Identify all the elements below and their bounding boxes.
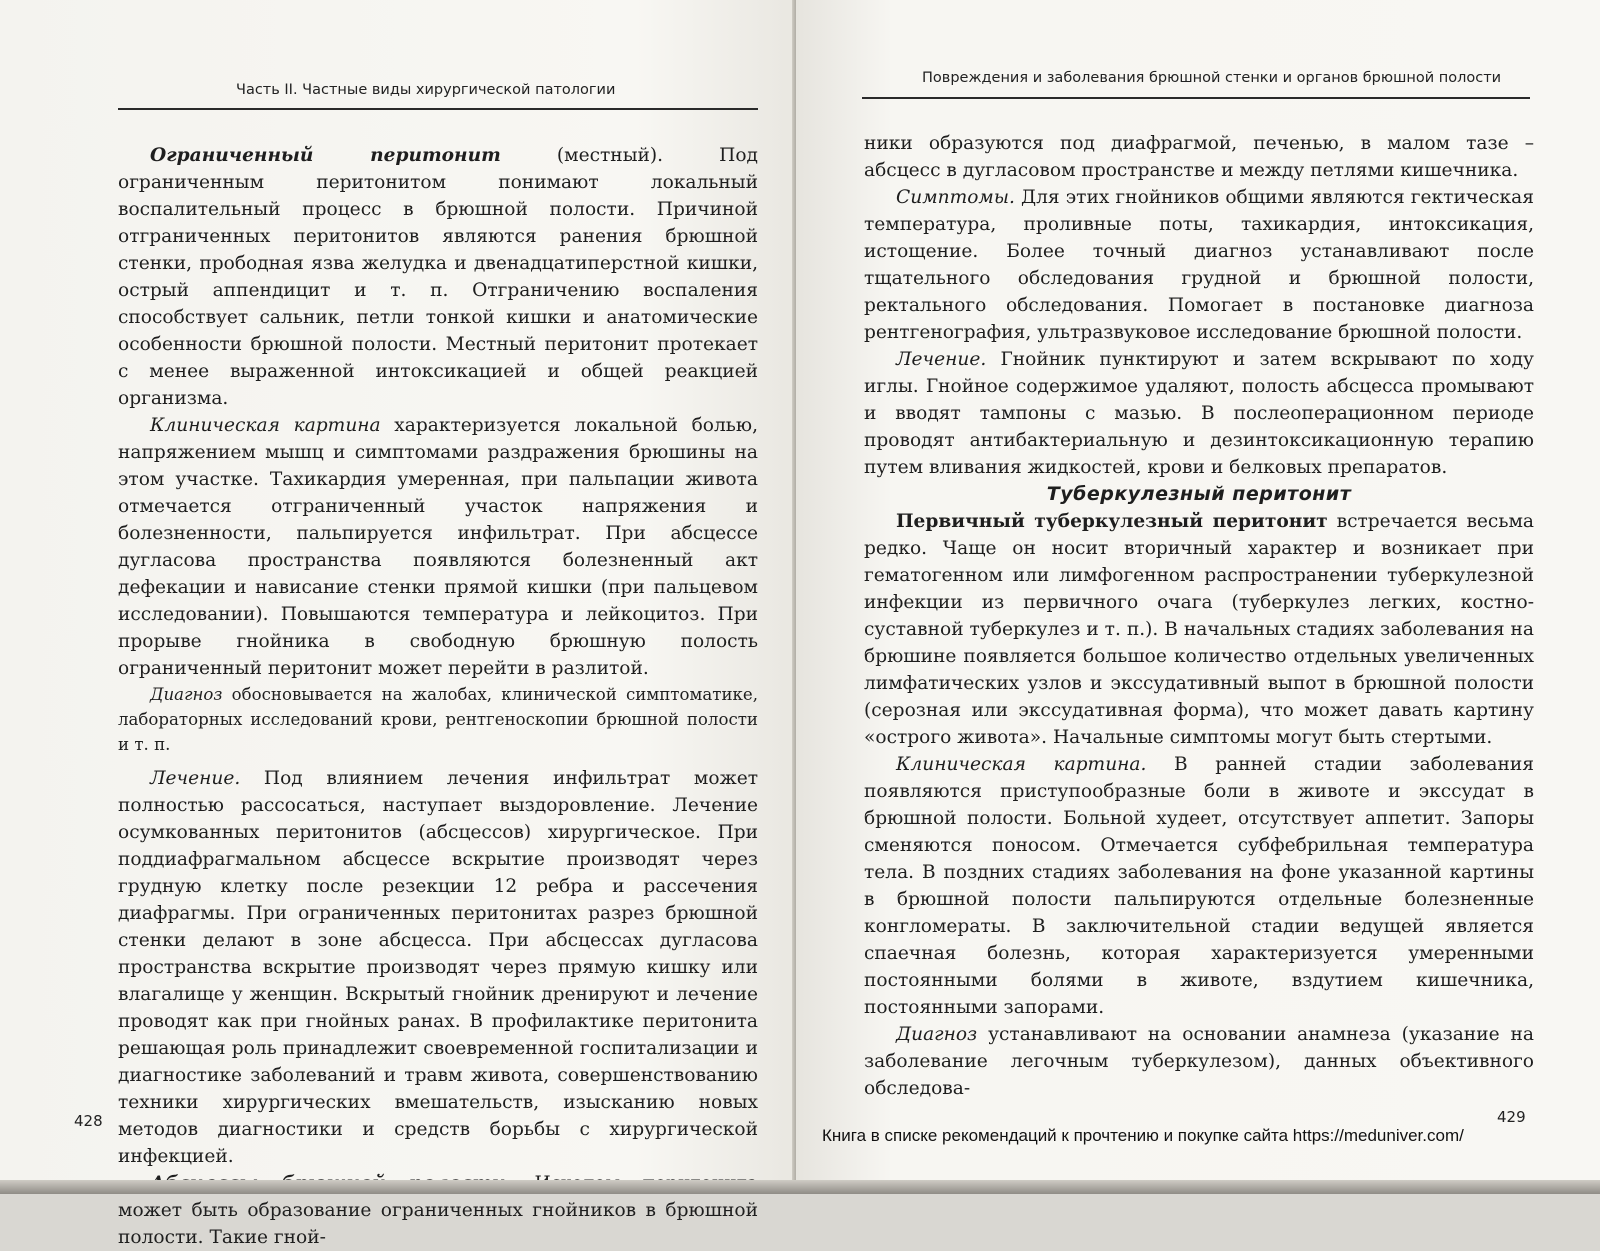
book-bottom-edge (0, 1180, 1600, 1194)
paragraph-lead: Клиническая картина. (896, 754, 1147, 775)
footer-watermark-note: Книга в списке рекомендаций к прочтению и покупке сайта https://meduniver.com/ (822, 1126, 1464, 1145)
paragraph (118, 765, 758, 1170)
paragraph-text: может быть образование ограниченных гнойников в брюшной полости. Такие гной- (118, 1200, 758, 1248)
paragraph (864, 346, 1534, 481)
paragraph (118, 682, 758, 757)
paragraph (864, 508, 1534, 751)
running-head-right: Повреждения и заболевания брюшной стенки и органов брюшной полости (922, 70, 1502, 86)
page-number-right: 429 (1497, 1108, 1526, 1126)
paragraph (118, 142, 758, 412)
right-text-block (864, 130, 1534, 1102)
paragraph-text: Под влиянием лечения инфильтрат может полностью рассосаться, наступает выздоровление. Лечение осумкованных перитонитов (абсцессов) хирургическое. При поддиафрагмальном абсцессе вскрытие производят через грудную клетку после резекции 12 ребра и рассечения диафрагмы. При ограниченных перитонитах разрез брюшной стенки делают в зоне абсцесса. При абсцессах дугласова пространства вскрытие производят через прямую кишку или влагалище у женщин. Вскрытый гнойник дренируют и лечение проводят как при гнойных ранах. В профилактике перитонита решающая роль принадлежит своевременной госпитализации и диагностике заболеваний и травм живота, совершенствованию техники хирургических вмешательств, изысканию новых методов диагностики и средств борьбы с хирургической инфекцией. (118, 768, 758, 1167)
paragraph-lead: Клиническая картина (150, 415, 381, 436)
paragraph (864, 184, 1534, 346)
paragraph-text: Гнойник пунктируют и затем вскрывают по ходу иглы. Гнойное содержимое удаляют, полость абсцесса промывают и вводят тампоны с мазью. В послеоперационном периоде проводят антибактериальную и дезинтоксикационную терапию путем вливания жидкостей, крови и белковых препаратов. (864, 349, 1534, 478)
paragraph-text: Для этих гнойников общими являются гектическая температура, проливные поты, тахикардия, интоксикация, истощение. Более точный диагноз устанавливают после тщательного обследования грудной и брюшной полости, ректального обследования. Помогает в постановке диагноза рентгенография, ультразвуковое исследование брюшной полости. (864, 187, 1534, 343)
right-page (796, 0, 1600, 1194)
paragraph-lead: Ограниченный перитонит (150, 145, 501, 166)
paragraph (864, 130, 1534, 184)
page-number-left: 428 (74, 1112, 103, 1130)
paragraph-lead: Лечение. (896, 349, 987, 370)
header-rule-right (862, 97, 1530, 99)
paragraph-lead: Диагноз (150, 685, 223, 704)
left-page (0, 0, 796, 1248)
paragraph-text: обосновывается на жалобах, клинической симптоматике, лабораторных исследований крови, рентгеноскопии брюшной полости и т. п. (118, 685, 758, 754)
paragraph-text: характеризуется локальной болью, напряжением мышц и симптомами раздражения брюшины на этом участке. Тахикардия умеренная, при пальпации живота отмечается отграниченный участок напряжения и болезненности, пальпируется инфильтрат. При абсцессе дугласова пространства появляются болезненный акт дефекации и нависание стенки прямой кишки (при пальцевом исследовании). Повышаются температура и лейкоцитоз. При прорыве гнойника в свободную брюшную полость ограниченный перитонит может перейти в разлитой. (118, 415, 758, 679)
paragraph-lead: Лечение. (150, 768, 241, 789)
paragraph-text: В ранней стадии заболевания появляются приступообразные боли в животе и экссудат в брюшной полости. Больной худеет, отсутствует аппетит. Запоры сменяются поносом. Отмечается субфебрильная температура тела. В поздних стадиях заболевания на фоне указанной картины в брюшной полости пальпируются отдельные болезненные конгломераты. В заключительной стадии ведущей является спаечная болезнь, которая характеризуется умеренными постоянными болями в животе, вздутием кишечника, постоянными запорами. (864, 754, 1535, 1018)
header-rule-left (118, 108, 758, 110)
paragraph-text: (местный). Под ограниченным перитонитом понимают локальный воспалительный процесс в брюшной полости. Причиной отграниченных перитонитов являются ранения брюшной стенки, прободная язва желудка и двенадцатиперстной кишки, острый аппендицит и т. п. Отграничению воспаления способствует сальник, петли тонкой кишки и анатомические особенности брюшной полости. Местный перитонит протекает с менее выраженной интоксикацией и общей реакцией организма. (118, 145, 758, 409)
paragraph-lead: Первичный туберкулезный перитонит (896, 511, 1328, 532)
running-head-left: Часть II. Частные виды хирургической патологии (236, 82, 616, 98)
paragraph-lead: Диагноз (896, 1024, 978, 1045)
paragraph-text: встречается весьма редко. Чаще он носит вторичный характер и возникает при гематогенном или лимфогенном распространении туберкулезной инфекции из первичного очага (туберкулез легких, костно-суставной туберкулез и т. п.). В начальных стадиях заболевания на брюшине появляется большое количество отдельных увеличенных лимфатических узлов и экссудативный выпот в брюшной полости (серозная или экссудативная форма), что может давать картину «острого живота». Начальные симптомы могут быть стертыми. (864, 511, 1534, 748)
left-text-block (118, 142, 758, 1251)
paragraph (864, 1021, 1534, 1102)
paragraph-lead: Симптомы. (896, 187, 1015, 208)
section-title: Туберкулезный перитонит (1046, 483, 1352, 505)
paragraph (118, 412, 758, 682)
paragraph-text: устанавливают на основании анамнеза (указание на заболевание легочным туберкулезом), данных объективного обследова- (864, 1024, 1534, 1099)
paragraph (864, 751, 1534, 1021)
paragraph-text: ники образуются под диафрагмой, печенью, в малом тазе – абсцесс в дугласовом пространстве и между петлями кишечника. (864, 133, 1534, 181)
